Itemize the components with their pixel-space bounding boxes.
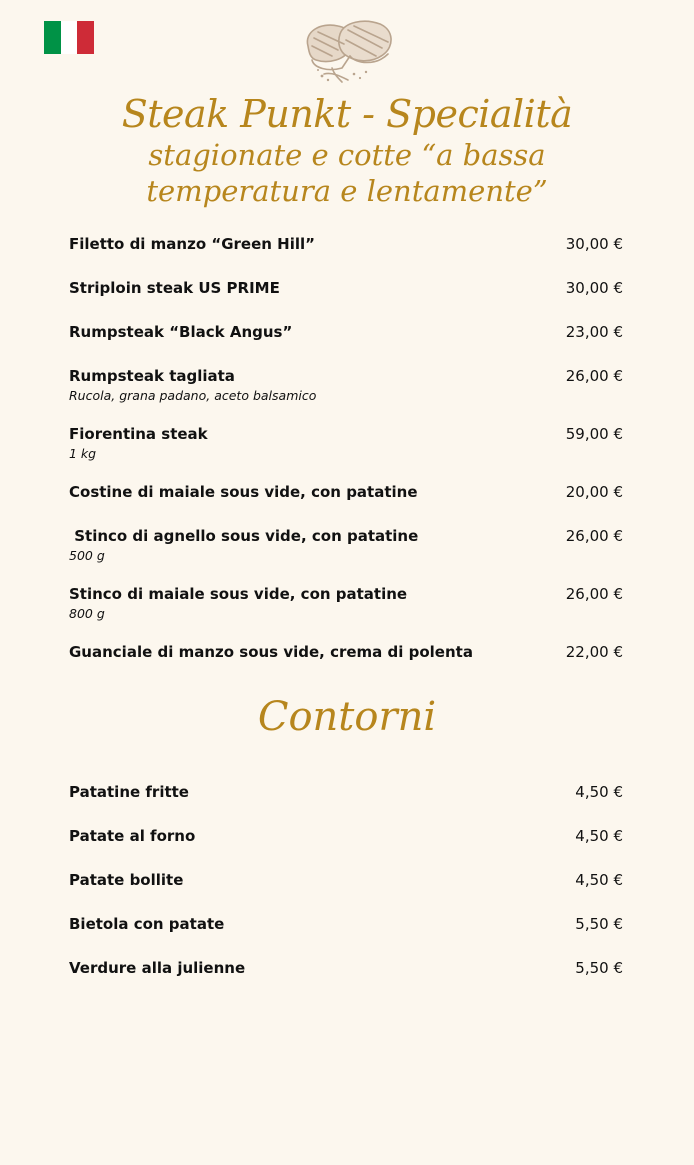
menu-item-name: Rumpsteak tagliata: [69, 367, 235, 385]
menu-item-price: 4,50 €: [575, 783, 623, 801]
menu-item-name: Rumpsteak “Black Angus”: [69, 323, 293, 341]
menu-item-description: Rucola, grana padano, aceto balsamico: [69, 388, 317, 403]
menu-title: Steak Punkt - Specialità: [121, 92, 573, 136]
menu-item-price: 23,00 €: [565, 323, 623, 341]
menu-item-name: Bietola con patate: [69, 915, 225, 933]
menu-item-price: 26,00 €: [565, 585, 623, 603]
menu-item-name: Patatine fritte: [69, 783, 189, 801]
menu-item-name: Filetto di manzo “Green Hill”: [69, 235, 316, 253]
section-title-contorni: Contorni: [257, 694, 437, 740]
menu-item-description: 1 kg: [69, 446, 97, 461]
menu-item-name: Patate bollite: [69, 871, 184, 889]
menu-item: [69, 323, 623, 341]
flag-white-stripe: [61, 21, 78, 54]
menu-item-description: 500 g: [69, 548, 105, 563]
menu-item-price: 20,00 €: [565, 483, 623, 501]
menu-item-name: Fiorentina steak: [69, 425, 208, 443]
flag-red-stripe: [77, 21, 94, 54]
menu-item: [69, 827, 623, 845]
menu-item: [69, 367, 623, 404]
menu-item-name: Striploin steak US PRIME: [69, 279, 280, 297]
menu-item-price: 26,00 €: [565, 527, 623, 545]
menu-item-name: Guanciale di manzo sous vide, crema di polenta: [69, 643, 473, 661]
menu-item: [69, 483, 623, 501]
menu-item: [69, 783, 623, 801]
flag-green-stripe: [44, 21, 61, 54]
menu-item: [69, 915, 623, 933]
menu-item-price: 22,00 €: [565, 643, 623, 661]
menu-item-name: Stinco di maiale sous vide, con patatine: [69, 585, 408, 603]
menu-item: [69, 585, 623, 622]
menu-item: [69, 425, 623, 462]
menu-item: [69, 959, 623, 977]
menu-item: [69, 279, 623, 297]
menu-item-name: Patate al forno: [69, 827, 196, 845]
menu-item-price: 4,50 €: [575, 827, 623, 845]
menu-item-name: Stinco di agnello sous vide, con patatine: [69, 527, 419, 545]
menu-item-name: Verdure alla julienne: [69, 959, 246, 977]
menu-item: [69, 235, 623, 253]
menu-item: [69, 871, 623, 889]
steak-illustration-icon: [298, 14, 398, 86]
menu-item-price: 26,00 €: [565, 367, 623, 385]
italian-flag-icon[interactable]: [44, 21, 94, 54]
menu-subtitle-line2: temperatura e lentamente”: [146, 174, 548, 208]
menu-item-price: 5,50 €: [575, 915, 623, 933]
menu-item: [69, 527, 623, 564]
menu-item-price: 4,50 €: [575, 871, 623, 889]
menu-item-description: 800 g: [69, 606, 105, 621]
menu-item-price: 30,00 €: [565, 279, 623, 297]
menu-subtitle-line1: stagionate e cotte “a bassa: [148, 138, 546, 172]
menu-item-price: 30,00 €: [565, 235, 623, 253]
menu-item-price: 5,50 €: [575, 959, 623, 977]
menu-item-name: Costine di maiale sous vide, con patatine: [69, 483, 418, 501]
menu-item-price: 59,00 €: [565, 425, 623, 443]
menu-item: [69, 643, 623, 661]
